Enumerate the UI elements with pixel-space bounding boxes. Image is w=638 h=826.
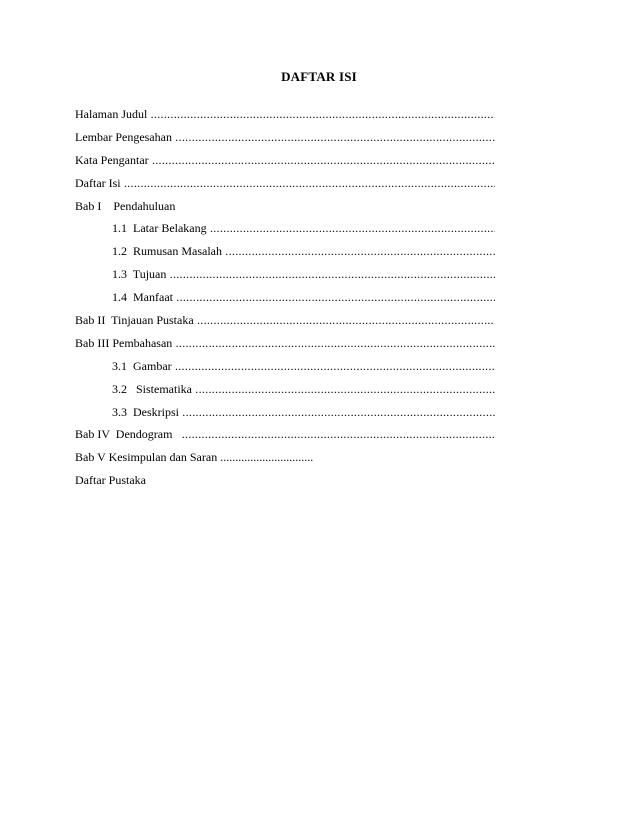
leader-dots: ............................... — [217, 450, 314, 465]
toc-entry-daftar-pustaka: Daftar Pustaka — [75, 473, 146, 488]
toc-entry-1-2: 1.2 Rumusan Masalah ..... — [75, 240, 495, 263]
toc-entry-lembar-pengesahan: Lembar Pengesahan ..... — [75, 126, 495, 149]
toc-entry-bab-4: Bab IV Dendogram ..... — [75, 423, 495, 446]
toc-entry-1-3: 1.3 Tujuan ..... — [75, 263, 495, 286]
toc-entry-1-4: 1.4 Manfaat ..... — [75, 286, 495, 309]
toc-entry-kata-pengantar: Kata Pengantar ..... — [75, 149, 495, 172]
table-of-contents — [75, 103, 495, 492]
toc-entry-3-2: 3.2 Sistematika ..... — [75, 378, 495, 401]
toc-entry-1-1: 1.1 Latar Belakang ..... — [75, 217, 495, 240]
toc-entry-bab-5: Bab V Kesimpulan dan Saran ............................... — [75, 450, 314, 465]
page-title: DAFTAR ISI — [281, 69, 357, 84]
toc-entry-halaman-judul: Halaman Judul ..... — [75, 103, 495, 126]
toc-entry-bab-2: Bab II Tinjauan Pustaka ..... — [75, 309, 495, 332]
toc-entry-bab-1: Bab I Pendahuluan — [75, 198, 176, 213]
toc-entry-3-1: 3.1 Gambar ..... — [75, 355, 495, 378]
toc-entry-bab-3: Bab III Pembahasan ..... — [75, 332, 495, 355]
toc-entry-3-3: 3.3 Deskripsi ..... — [75, 401, 495, 424]
toc-entry-daftar-isi: Daftar Isi ..... — [75, 172, 495, 195]
